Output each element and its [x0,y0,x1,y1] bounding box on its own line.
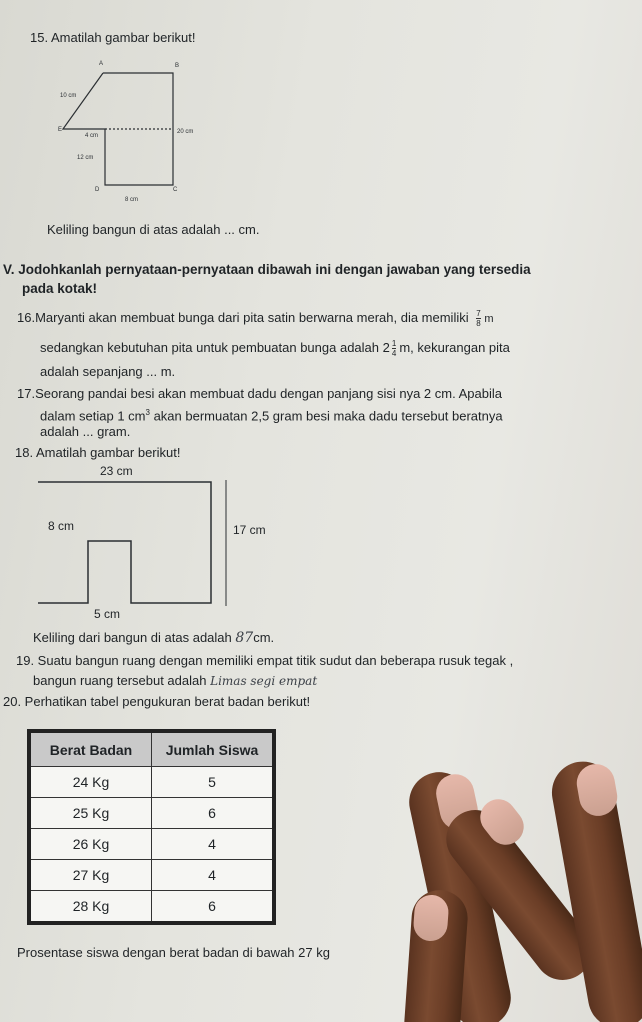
q18-title: 18. Amatilah gambar berikut! [15,445,181,460]
q19-line1: 19. Suatu bangun ruang dengan memiliki empat titik sudut dan beberapa rusuk tegak , [16,653,514,668]
table-row [29,860,274,891]
q15-label-a: A [99,61,104,67]
table-row [29,767,274,798]
q18-dim-left: 8 cm [48,519,75,533]
q19-line2 [33,673,317,689]
q18-figure [28,458,288,623]
table-cell-weight: 26 Kg [29,829,152,860]
q17-line3: adalah ... gram. [40,424,131,439]
table-row [29,798,274,829]
q17-line2-text-a: dalam setiap 1 cm [40,408,146,424]
q15-figure [55,55,215,205]
q15-dim-20: 20 cm [177,129,194,135]
q20-title: 20. Perhatikan tabel pengukuran berat badan berikut! [3,694,311,709]
q16-line3: adalah sepanjang ... m. [40,364,176,379]
q15-question: Keliling bangun di atas adalah ... cm. [47,222,260,237]
q16-frac1-num: 7 [476,309,481,318]
q18-dim-top: 23 cm [100,464,133,478]
q17-line2-sup: 3 [145,408,150,417]
q16-line1-text: 16.Maryanti akan membuat bunga dari pita satin berwarna merah, dia memiliki [17,309,469,325]
section5-heading-line2: pada kotak! [22,281,98,296]
q17-line2 [40,405,503,424]
q15-label-c: C [173,187,178,193]
table-cell-weight: 28 Kg [29,891,152,924]
table-cell-count: 5 [152,767,275,798]
q16-frac2 [392,339,396,358]
q18-shape-outline [38,482,211,603]
q18-dim-right: 17 cm [233,523,266,537]
q18-question: Keliling dari bangun di atas adalah [33,630,232,645]
q15-label-e: E [58,127,63,133]
q18-handwritten-answer: 87 [235,630,254,646]
weight-table-header-row [29,731,274,767]
table-cell-count: 6 [152,798,275,829]
table-cell-count: 6 [152,891,275,924]
table-cell-weight: 24 Kg [29,767,152,798]
q15-dim-10: 10 cm [60,93,77,99]
q15-label-b: B [175,63,180,69]
table-cell-weight: 27 Kg [29,860,152,891]
q18-dim-bottom: 5 cm [94,607,121,621]
section5-heading-line1: V. Jodohkanlah pernyataan-pernyataan dibawah ini dengan jawaban yang tersedia [3,262,531,277]
q15-dim-12: 12 cm [77,155,94,161]
q15-dim-8: 8 cm [125,197,139,203]
q18-unit: cm. [253,630,275,645]
q16-line2 [40,339,510,358]
q17-line1: 17.Seorang pandai besi akan membuat dadu dengan panjang sisi nya 2 cm. Apabila [17,386,502,401]
q20-question: Prosentase siswa dengan berat badan di bawah 27 kg [17,945,330,960]
q19-line2-text: bangun ruang tersebut adalah [33,673,207,688]
q19-handwritten-answer: Limas segi empat [210,674,318,688]
table-row [29,829,274,860]
q16-frac2-num: 1 [391,339,397,348]
q16-frac1 [476,309,480,328]
q16-frac1-den: 8 [476,319,481,328]
q16-line2-text-b: m, kekurangan pita [399,339,510,355]
weight-table [27,729,276,925]
q15-title: 15. Amatilah gambar berikut! [30,30,196,45]
q16-line1-unit: m [484,312,494,325]
q15-dim-4: 4 cm [85,133,99,139]
q17-line2-text-b: akan bermuatan 2,5 gram besi maka dadu tersebut beratnya [149,408,503,424]
q16-line2-text: sedangkan kebutuhan pita untuk pembuatan bunga adalah 2 [40,339,390,355]
table-cell-count: 4 [152,829,275,860]
table-cell-count: 4 [152,860,275,891]
weight-table-header-count: Jumlah Siswa [152,731,275,767]
q18-question-line [33,630,274,646]
table-row [29,891,274,924]
q15-label-d: D [95,187,100,193]
hand-photo [400,740,642,1022]
q16-line1 [17,309,494,328]
weight-table-header-weight: Berat Badan [29,731,152,767]
q16-frac2-den: 4 [391,349,397,358]
table-cell-weight: 25 Kg [29,798,152,829]
